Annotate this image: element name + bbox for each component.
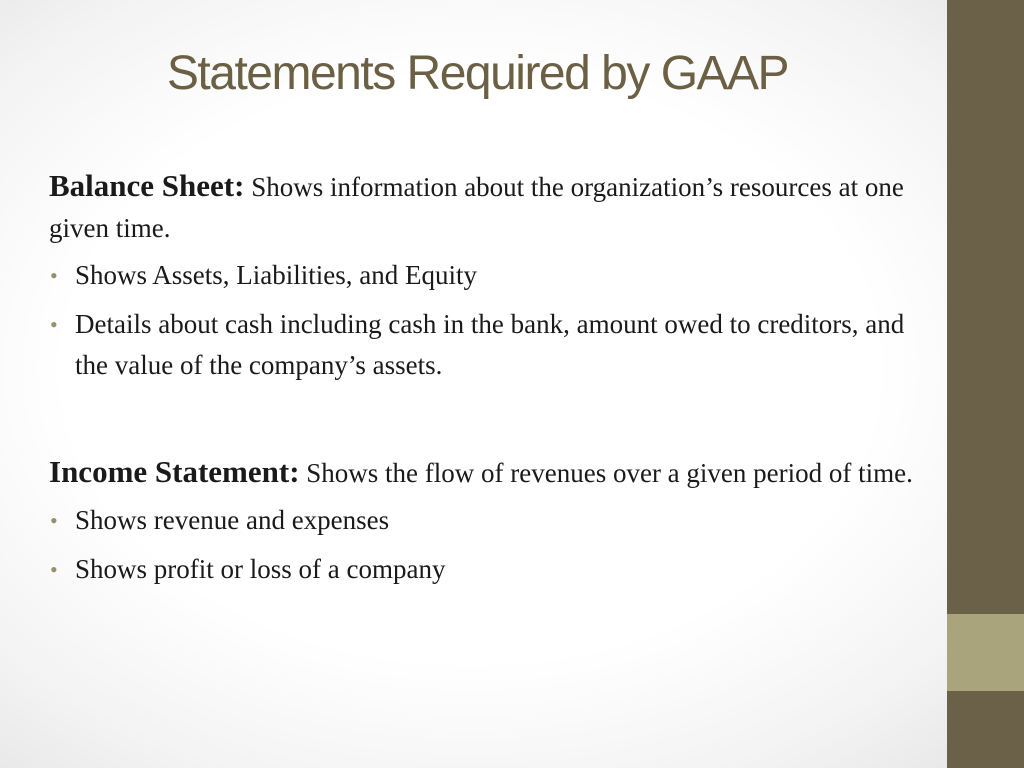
list-item-text: Shows Assets, Liabilities, and Equity <box>75 260 477 290</box>
list-item-text: Shows profit or loss of a company <box>75 554 446 584</box>
balance-sheet-section <box>49 165 919 394</box>
income-statement-description: Shows the flow of revenues over a given period of time. <box>306 458 913 488</box>
income-statement-heading: Income Statement: <box>49 454 300 489</box>
income-statement-section <box>49 451 919 598</box>
balance-sheet-bullet-list <box>49 255 919 386</box>
list-item <box>49 255 919 296</box>
bullet-icon: • <box>50 312 58 337</box>
income-statement-paragraph <box>49 451 919 494</box>
list-item <box>49 549 919 590</box>
bullet-icon: • <box>50 263 58 288</box>
slide-title: Statements Required by GAAP <box>166 47 789 100</box>
list-item <box>49 304 919 386</box>
sidebar-accent-block <box>947 614 1024 691</box>
list-item-text: Shows revenue and expenses <box>75 505 390 535</box>
balance-sheet-description: Shows information about the organization’s resources at one given time. <box>49 172 904 243</box>
list-item-text: Details about cash including cash in the bank, amount owed to creditors, and the value of the company’s assets. <box>75 309 905 380</box>
balance-sheet-paragraph <box>49 165 919 249</box>
balance-sheet-heading: Balance Sheet: <box>49 168 245 203</box>
income-statement-bullet-list <box>49 500 919 590</box>
list-item <box>49 500 919 541</box>
bullet-icon: • <box>50 508 58 533</box>
decorative-sidebar <box>947 0 1024 768</box>
bullet-icon: • <box>50 557 58 582</box>
